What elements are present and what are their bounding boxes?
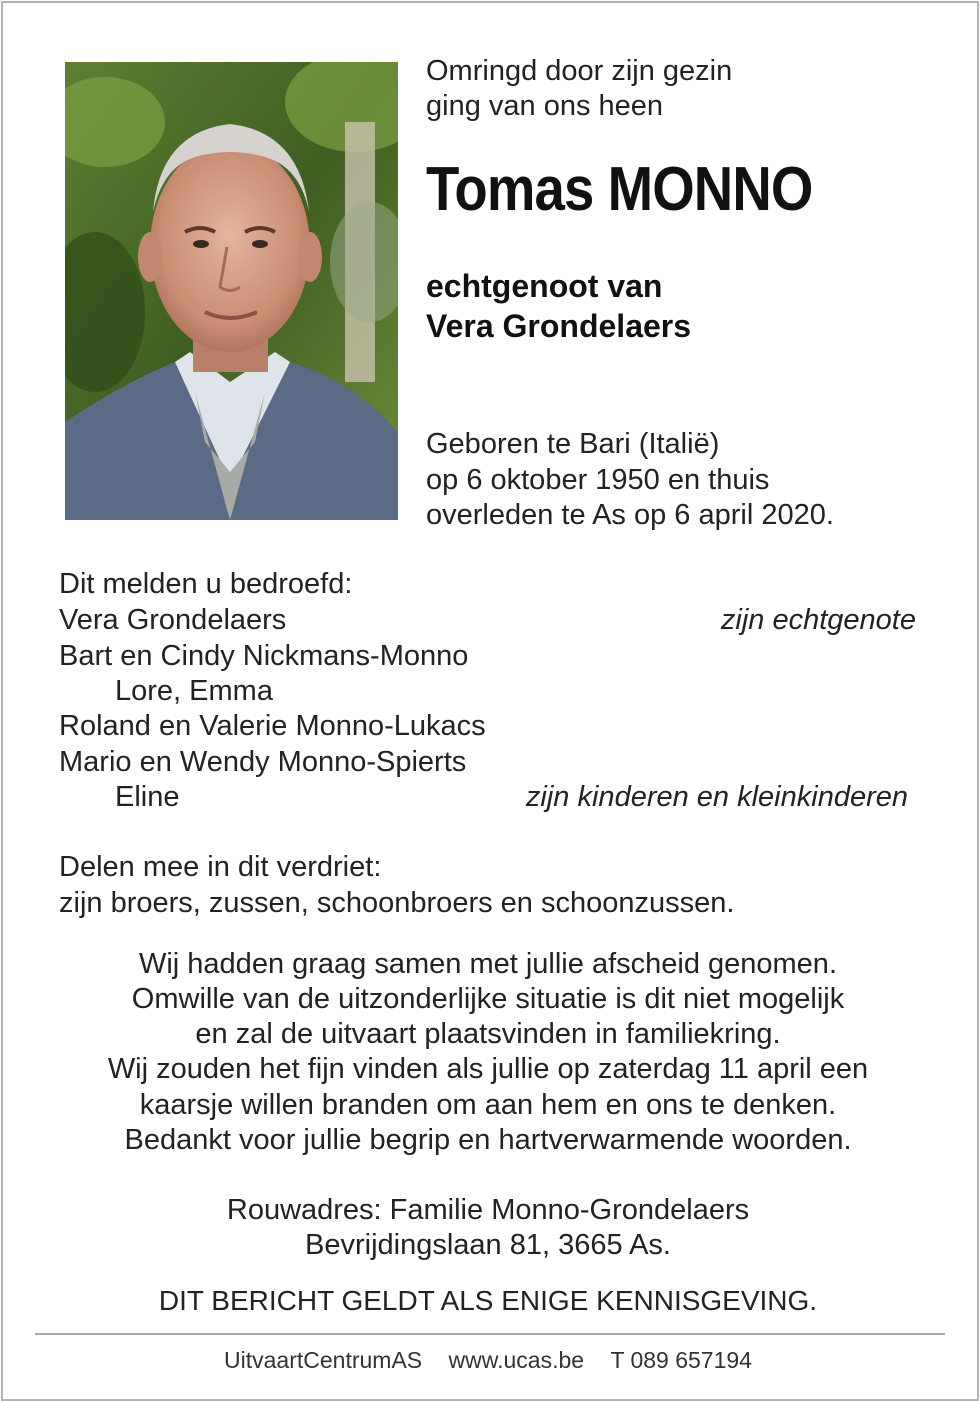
birth-line-2: op 6 oktober 1950 en thuis bbox=[426, 464, 770, 496]
message-line-1: Wij hadden graag samen met jullie afscheid genomen. bbox=[138, 948, 837, 980]
mourner-role: zijn kinderen en kleinkinderen bbox=[525, 781, 908, 813]
mourner-name: Mario en Wendy Monno-Spierts bbox=[59, 746, 467, 778]
footer-company: UitvaartCentrumAS bbox=[224, 1347, 423, 1373]
mourners-heading: Dit melden u bedroefd: bbox=[59, 568, 353, 600]
message-line-2: Omwille van de uitzonderlijke situatie is dit niet mogelijk bbox=[131, 983, 845, 1015]
address-line-1: Rouwadres: Familie Monno-Grondelaers bbox=[226, 1194, 750, 1226]
intro-line-2: ging van ons heen bbox=[426, 90, 664, 122]
share-heading: Delen mee in dit verdriet: bbox=[59, 851, 382, 883]
grandchild-name: Eline bbox=[115, 781, 180, 813]
grandchildren-names: Lore, Emma bbox=[115, 675, 273, 707]
notice: DIT BERICHT GELDT ALS ENIGE KENNISGEVING. bbox=[158, 1285, 818, 1316]
portrait-photo bbox=[65, 62, 398, 520]
share-line: zijn broers, zussen, schoonbroers en schoonzussen. bbox=[59, 887, 735, 919]
message-line-3: en zal de uitvaart plaatsvinden in familiekring. bbox=[195, 1018, 781, 1050]
intro-line-1: Omringd door zijn gezin bbox=[426, 55, 733, 87]
footer-phone: T 089 657194 bbox=[610, 1347, 752, 1373]
mourner-name: Bart en Cindy Nickmans-Monno bbox=[59, 640, 469, 672]
mourner-role: zijn echtgenote bbox=[720, 604, 916, 636]
deceased-name: Tomas MONNO bbox=[426, 155, 813, 224]
spouse-line-2: Vera Grondelaers bbox=[426, 308, 692, 344]
footer-website[interactable]: www.ucas.be bbox=[448, 1347, 585, 1373]
mourner-name: Vera Grondelaers bbox=[59, 604, 287, 636]
birth-line-3: overleden te As op 6 april 2020. bbox=[426, 499, 834, 531]
message-line-5: kaarsje willen branden om aan hem en ons te denken. bbox=[139, 1089, 837, 1121]
message-line-6: Bedankt voor jullie begrip en hartverwarmende woorden. bbox=[124, 1124, 852, 1156]
spouse-line-1: echtgenoot van bbox=[426, 268, 663, 304]
message-line-4: Wij zouden het fijn vinden als jullie op zaterdag 11 april een bbox=[107, 1053, 869, 1085]
footer-divider bbox=[35, 1333, 945, 1335]
footer bbox=[0, 1347, 976, 1374]
birth-line-1: Geboren te Bari (Italië) bbox=[426, 428, 720, 460]
mourner-name: Roland en Valerie Monno-Lukacs bbox=[59, 710, 486, 742]
address-line-2: Bevrijdingslaan 81, 3665 As. bbox=[305, 1229, 671, 1261]
